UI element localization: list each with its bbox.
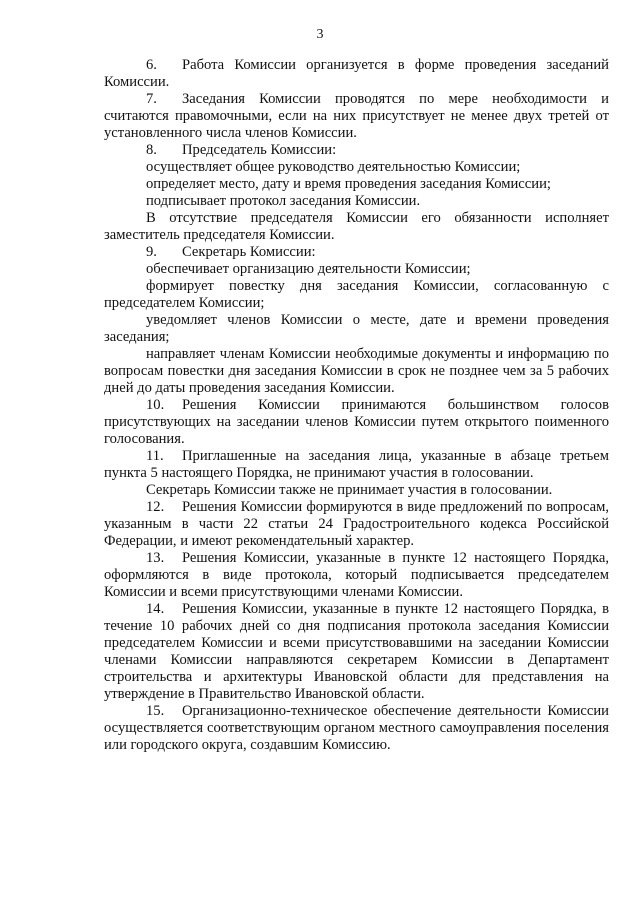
paragraph-number: 10. xyxy=(146,397,165,413)
paragraph-text: Решения Комиссии, указанные в пункте 12 настоящего Порядка, в течение 10 рабочих дней со дня подписания протокола заседания Комиссии председателем Комиссии и всеми присутствовавшими на заседании Комиссии членами Комиссии направляются секретарем Комиссии в Департамент строительства и архитектуры Ивановской области для представления на утверждение в Правительство Ивановской области. xyxy=(104,601,609,702)
paragraph-number: 12. xyxy=(146,499,165,515)
paragraph-number: 7. xyxy=(146,91,157,107)
paragraph-number: 14. xyxy=(146,601,165,617)
paragraph-text: направляет членам Комиссии необходимые документы и информацию по вопросам повестки дня заседания Комиссии в срок не позднее чем за 5 рабочих дней до даты проведения заседания Комиссии. xyxy=(104,346,609,396)
paragraph xyxy=(104,397,609,448)
paragraph xyxy=(104,210,609,244)
paragraph-text: уведомляет членов Комиссии о месте, дате и времени проведения заседания; xyxy=(104,312,609,345)
paragraph xyxy=(104,312,609,346)
paragraph xyxy=(104,278,609,312)
paragraph-text: Председатель Комиссии: xyxy=(182,142,337,158)
paragraph xyxy=(104,193,609,210)
paragraph-number: 11. xyxy=(146,448,164,464)
paragraph xyxy=(104,142,609,159)
paragraph xyxy=(104,176,609,193)
paragraph xyxy=(104,448,609,482)
paragraph xyxy=(104,346,609,397)
paragraph-text: В отсутствие председателя Комиссии его обязанности исполняет заместитель председателя Комиссии. xyxy=(104,210,609,243)
paragraph-text: обеспечивает организацию деятельности Комиссии; xyxy=(146,261,471,277)
paragraph-text: Решения Комиссии, указанные в пункте 12 настоящего Порядка, оформляются в виде протокола, который подписывается председателем Комиссии и всеми присутствующими членами Комиссии. xyxy=(104,550,609,600)
paragraph-text: Секретарь Комиссии: xyxy=(182,244,316,260)
paragraph-text: Секретарь Комиссии также не принимает участия в голосовании. xyxy=(146,482,553,498)
paragraph-number: 9. xyxy=(146,244,157,260)
paragraph-text: осуществляет общее руководство деятельностью Комиссии; xyxy=(146,159,521,175)
paragraph xyxy=(104,244,609,261)
paragraph-number: 13. xyxy=(146,550,165,566)
paragraph-number: 15. xyxy=(146,703,165,719)
page-number: 3 xyxy=(316,27,324,42)
paragraph-text: определяет место, дату и время проведения заседания Комиссии; xyxy=(146,176,551,192)
paragraph-text: Решения Комиссии формируются в виде предложений по вопросам, указанным в части 22 статьи 24 Градостроительного кодекса Российской Федерации, и имеют рекомендательный характер. xyxy=(104,499,609,549)
paragraph xyxy=(104,499,609,550)
paragraph-number: 6. xyxy=(146,57,157,73)
paragraph xyxy=(104,57,609,91)
paragraph-text: Приглашенные на заседания лица, указанные в абзаце третьем пункта 5 настоящего Порядка, не принимают участия в голосовании. xyxy=(104,448,609,481)
paragraph xyxy=(104,482,609,499)
paragraph xyxy=(104,261,609,278)
paragraph-text: Организационно-техническое обеспечение деятельности Комиссии осуществляется соответствующим органом местного самоуправления поселения или городского округа, создавшим Комиссию. xyxy=(104,703,609,753)
paragraph xyxy=(104,159,609,176)
paragraph xyxy=(104,550,609,601)
paragraph-text: Решения Комиссии принимаются большинством голосов присутствующих на заседании членов Комиссии путем открытого поименного голосования. xyxy=(104,397,609,447)
paragraph xyxy=(104,91,609,142)
paragraph-text: формирует повестку дня заседания Комиссии, согласованную с председателем Комиссии; xyxy=(104,278,609,311)
paragraph-text: Работа Комиссии организуется в форме проведения заседаний Комиссии. xyxy=(104,57,609,90)
document-body xyxy=(104,57,609,754)
paragraph-text: Заседания Комиссии проводятся по мере необходимости и считаются правомочными, если на них присутствует не менее двух третей от установленного числа членов Комиссии. xyxy=(104,91,609,141)
paragraph-text: подписывает протокол заседания Комиссии. xyxy=(146,193,421,209)
paragraph-number: 8. xyxy=(146,142,157,158)
paragraph xyxy=(104,601,609,703)
paragraph xyxy=(104,703,609,754)
